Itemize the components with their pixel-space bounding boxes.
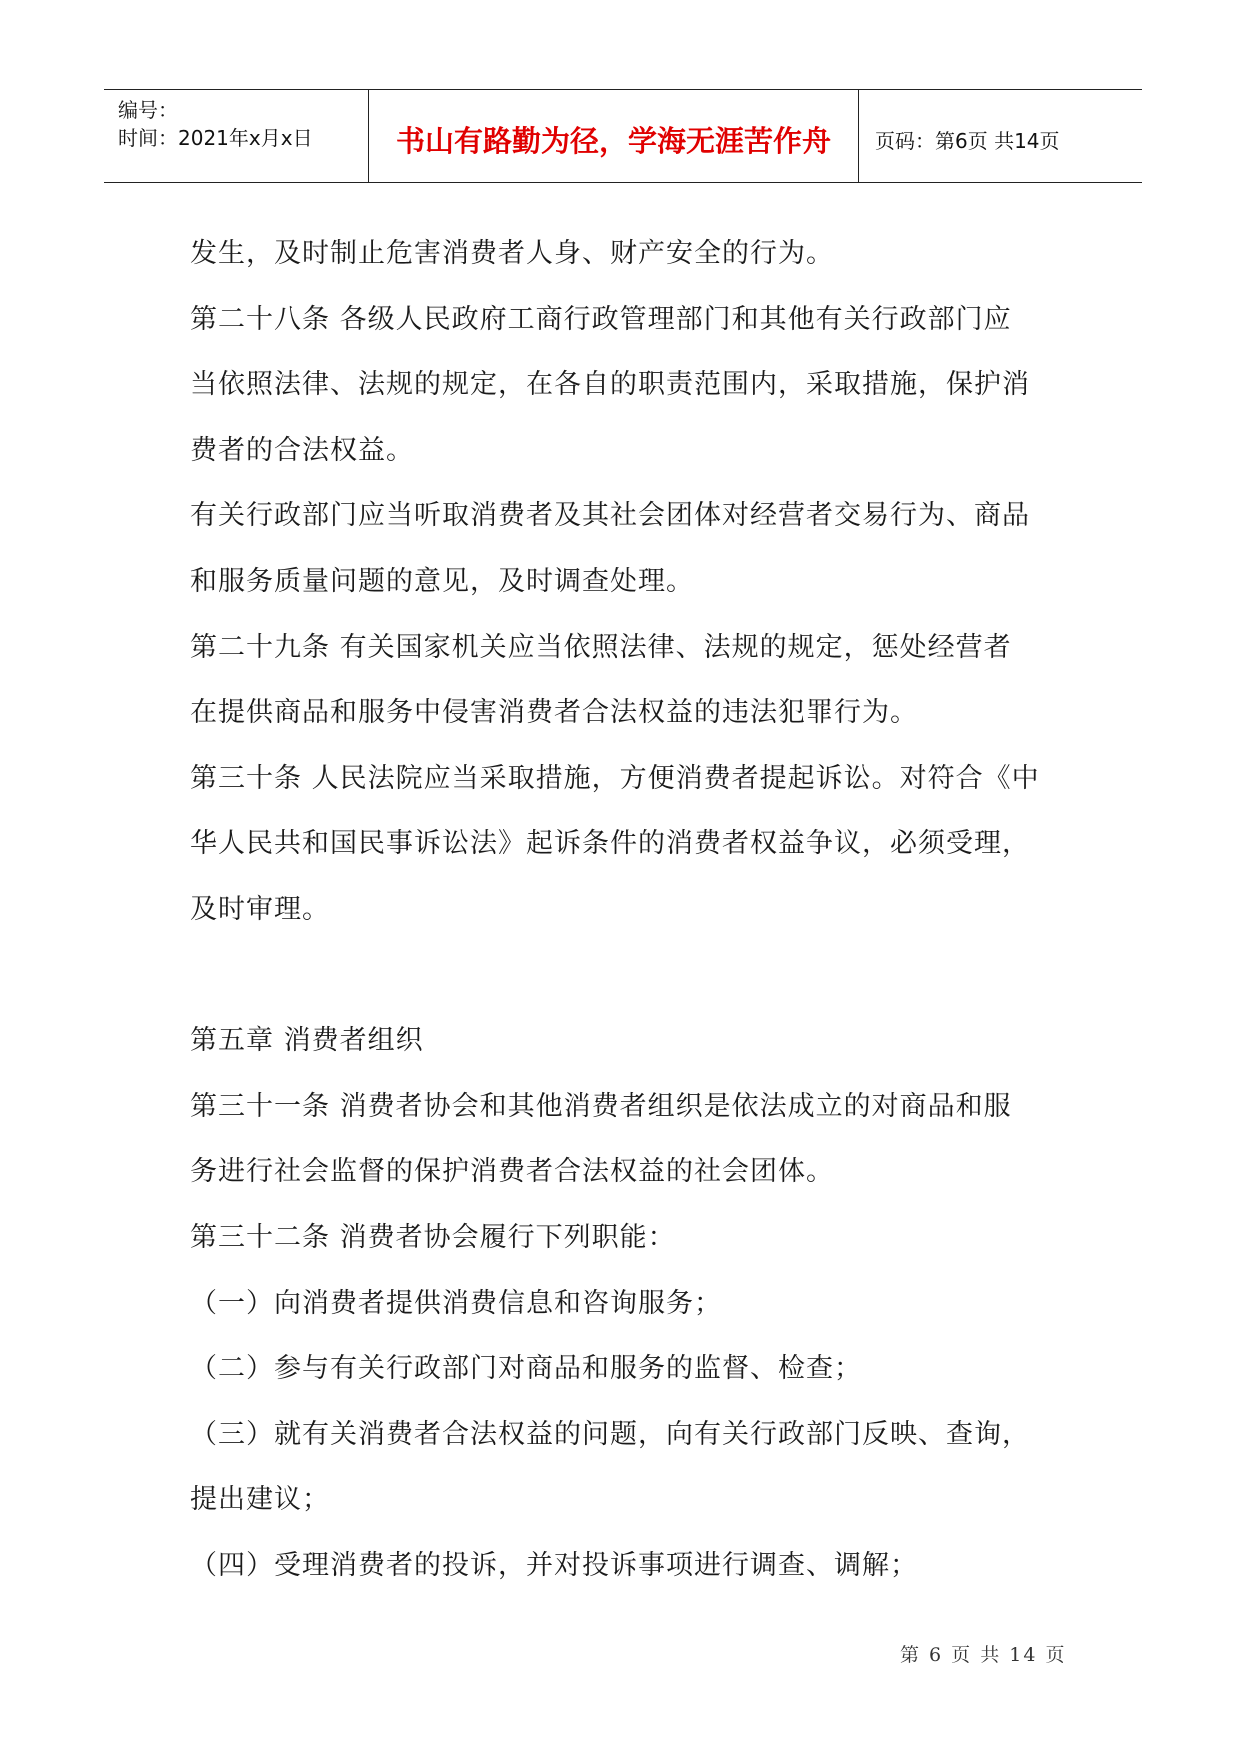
chapter-heading: 第五章 消费者组织: [190, 1025, 424, 1057]
body-line: 第三十二条 消费者协会履行下列职能：: [190, 1221, 676, 1253]
body-line: 及时审理。: [190, 893, 330, 925]
body-line: 华人民共和国民事诉讼法》起诉条件的消费者权益争议，必须受理，: [190, 828, 1030, 860]
list-item-continuation: 提出建议；: [190, 1484, 330, 1516]
body-line: 当依照法律、法规的规定，在各自的职责范围内，采取措施，保护消: [190, 369, 1030, 401]
list-item: （三）就有关消费者合法权益的问题，向有关行政部门反映、查询，: [190, 1418, 1030, 1450]
list-item: （二）参与有关行政部门对商品和服务的监督、检查；: [190, 1353, 862, 1385]
body-line: 发生，及时制止危害消费者人身、财产安全的行为。: [190, 238, 834, 269]
header-motto-cell: [369, 90, 859, 182]
document-time-label: 时间：2021年x月x日: [118, 126, 313, 150]
body-line: 务进行社会监督的保护消费者合法权益的社会团体。: [190, 1156, 834, 1188]
body-line: 有关行政部门应当听取消费者及其社会团体对经营者交易行为、商品: [190, 500, 1030, 532]
header-motto: 书山有路勤为径，学海无涯苦作舟: [395, 124, 831, 158]
document-header: [104, 89, 1142, 183]
document-number-label: 编号：: [118, 98, 178, 122]
page-footer: 第 6 页 共 14 页: [900, 1644, 1067, 1666]
body-line: 费者的合法权益。: [190, 434, 414, 466]
list-item: （一）向消费者提供消费信息和咨询服务；: [190, 1287, 722, 1319]
body-line: 第二十九条 有关国家机关应当依照法律、法规的规定，惩处经营者: [190, 631, 1012, 663]
list-item: （四）受理消费者的投诉，并对投诉事项进行调查、调解；: [190, 1549, 918, 1581]
blank-line: [190, 943, 1070, 1009]
document-body: [190, 221, 1070, 1598]
header-info-cell: [104, 90, 369, 182]
body-line: 第三十条 人民法院应当采取措施，方便消费者提起诉讼。对符合《中: [190, 762, 1040, 794]
body-line: 和服务质量问题的意见，及时调查处理。: [190, 565, 694, 597]
body-line: 在提供商品和服务中侵害消费者合法权益的违法犯罪行为。: [190, 697, 918, 729]
body-line: 第三十一条 消费者协会和其他消费者组织是依法成立的对商品和服: [190, 1090, 1012, 1122]
body-line: 第二十八条 各级人民政府工商行政管理部门和其他有关行政部门应: [190, 303, 1012, 335]
header-page-number: 页码：第6页 共14页: [875, 129, 1060, 153]
header-page-cell: [859, 90, 1142, 182]
